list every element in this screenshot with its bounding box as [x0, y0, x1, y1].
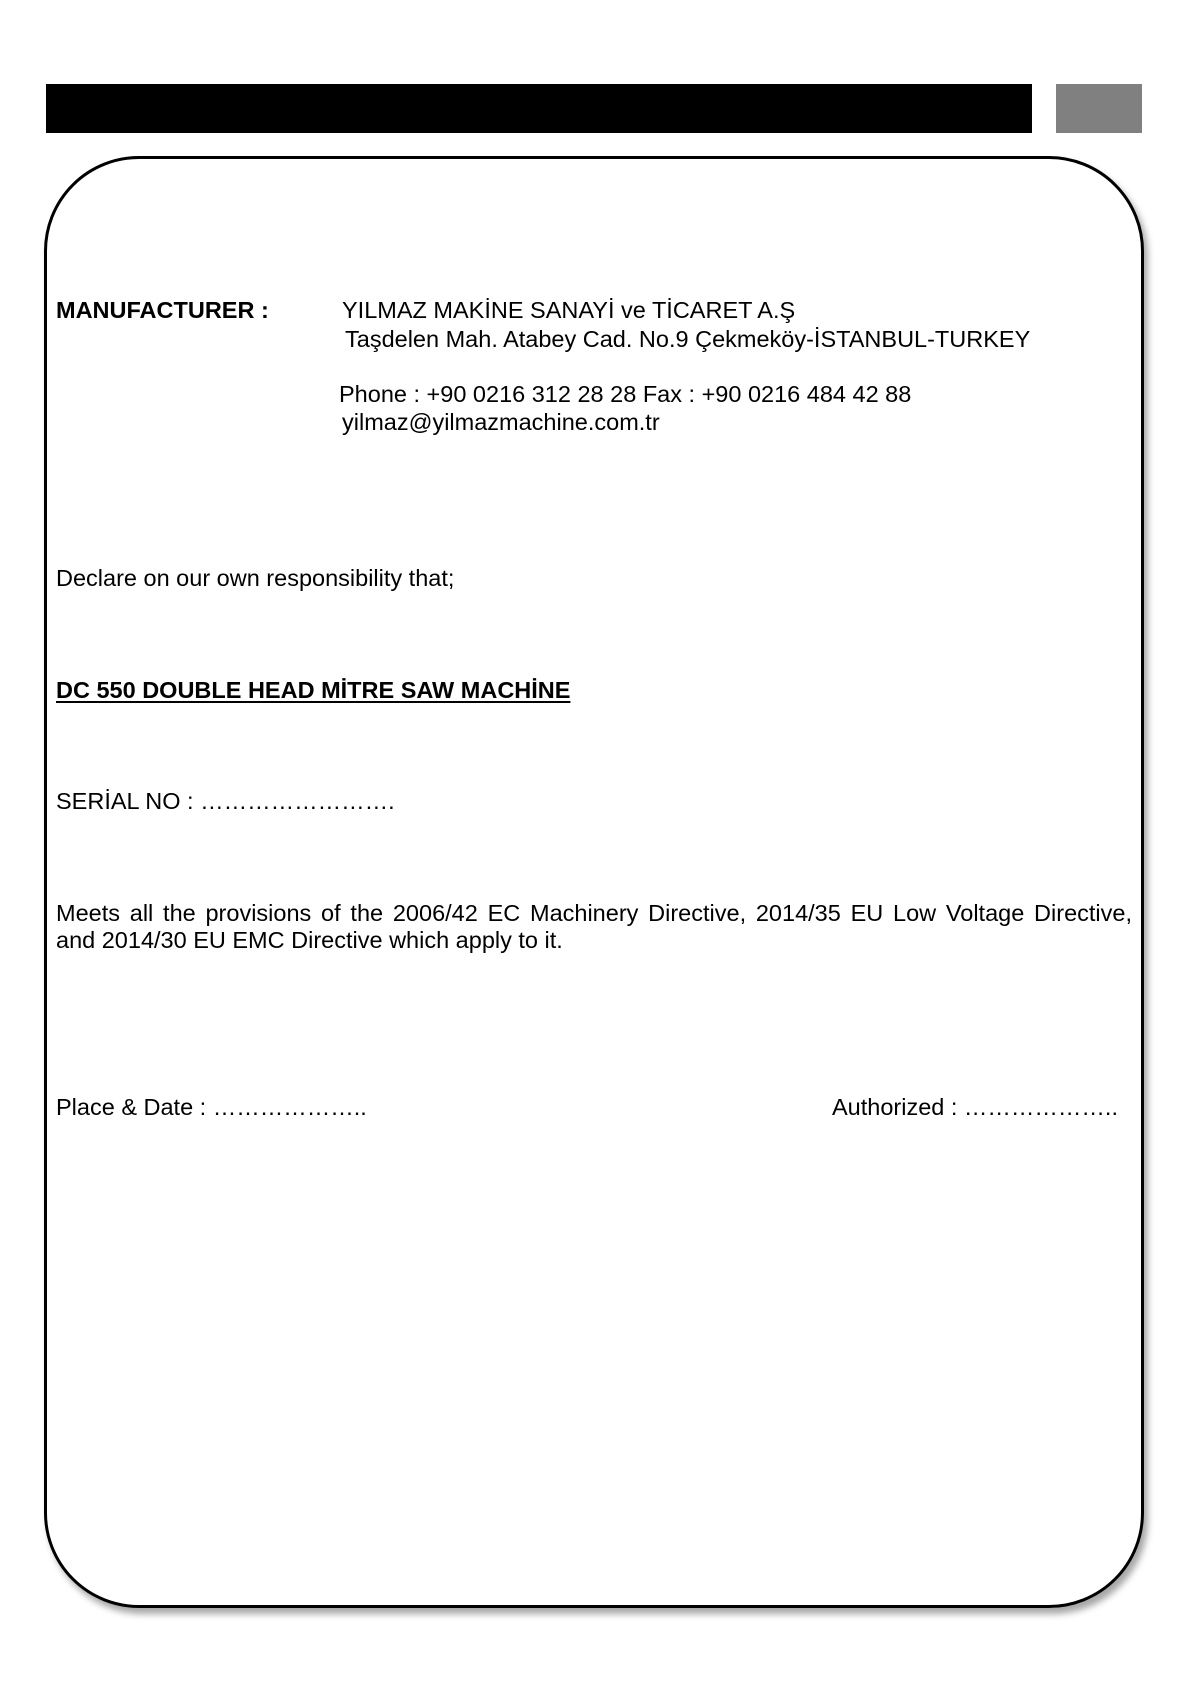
provisions-line-2: and 2014/30 EU EMC Directive which apply to it.: [56, 927, 563, 953]
declaration-intro: Declare on our own responsibility that;: [56, 565, 455, 591]
header-bar: [46, 84, 1032, 133]
provisions-line-1: Meets all the provisions of the 2006/42 EC Machinery Directive, 2014/35 EU Low Voltage Directive,: [56, 900, 1132, 926]
product-title: DC 550 DOUBLE HEAD MİTRE SAW MACHİNE: [56, 677, 571, 703]
place-date-field: Place & Date : ………………..: [56, 1094, 367, 1120]
declaration-frame: [44, 156, 1144, 1608]
header-page-tab: [1056, 84, 1142, 133]
manufacturer-phone-fax: Phone : +90 0216 312 28 28 Fax : +90 0216 484 42 88: [339, 381, 912, 407]
authorized-field: Authorized : ………………..: [832, 1094, 1118, 1120]
manufacturer-address: Taşdelen Mah. Atabey Cad. No.9 Çekmeköy-İSTANBUL-TURKEY: [345, 326, 1031, 352]
manufacturer-email: yilmaz@yilmazmachine.com.tr: [342, 409, 660, 435]
serial-number: SERİAL NO : …………………….: [56, 788, 395, 814]
manufacturer-company: YILMAZ MAKİNE SANAYİ ve TİCARET A.Ş: [342, 297, 796, 323]
manufacturer-label: MANUFACTURER :: [56, 297, 269, 323]
